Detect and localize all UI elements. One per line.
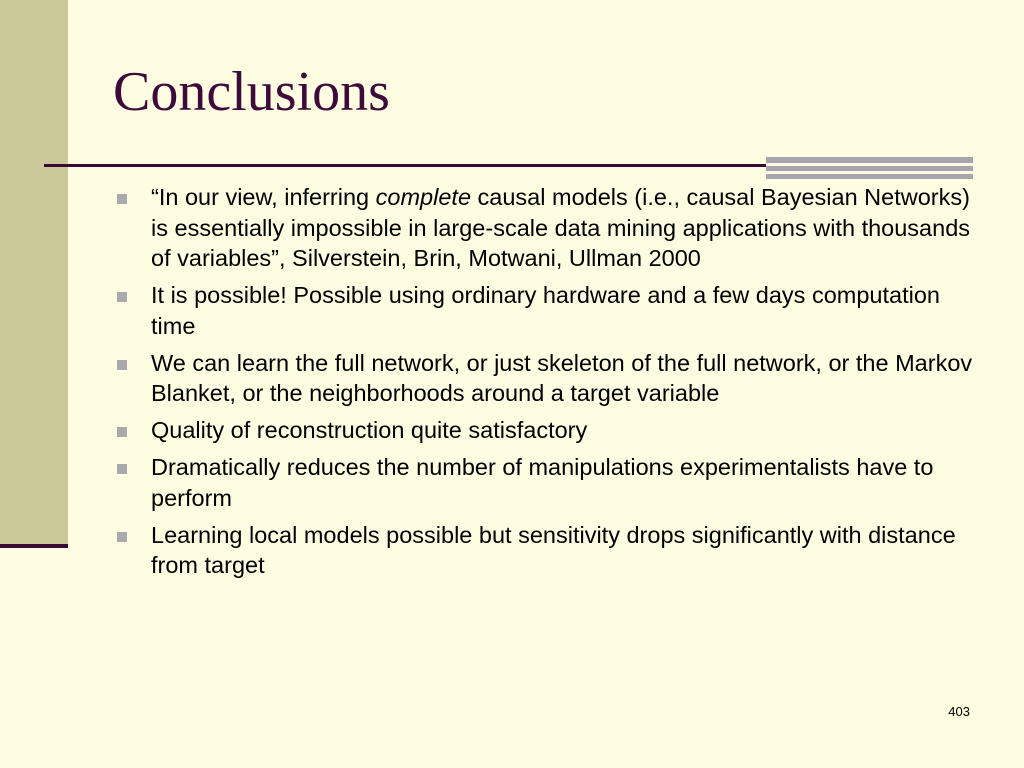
gray-bar — [766, 166, 973, 171]
bullet-text: It is possible! Possible using ordinary hardware and a few days computation time — [151, 282, 940, 339]
square-bullet-icon — [117, 194, 127, 204]
list-item — [113, 452, 973, 513]
bullet-text: We can learn the full network, or just skeleton of the full network, or the Markov Blanket, or the neighborhoods around a target variable — [151, 349, 973, 406]
list-item — [113, 182, 973, 274]
list-item — [113, 348, 973, 409]
emphasized-word: complete — [375, 184, 472, 210]
quote-text-end: causal models (i.e., causal Bayesian Networks) is essentially impossible in large-scale data mining applications with thousands of variables”, Silverstein, Brin, Motwani, Ullman 2000 — [151, 184, 971, 271]
gray-bar — [766, 174, 973, 179]
bullet-text: Learning local models possible but sensitivity drops significantly with distance from target — [151, 521, 956, 578]
title-divider-line — [44, 164, 766, 167]
square-bullet-icon — [117, 360, 127, 370]
left-band-underline — [0, 544, 68, 548]
square-bullet-icon — [117, 532, 127, 542]
page-number: 403 — [948, 704, 970, 719]
square-bullet-icon — [117, 292, 127, 302]
list-item — [113, 415, 973, 446]
decorative-gray-bars — [766, 157, 973, 180]
slide-title: Conclusions — [113, 61, 390, 123]
bullet-text: Quality of reconstruction quite satisfactory — [151, 417, 588, 443]
list-item — [113, 280, 973, 341]
left-decorative-band — [0, 0, 68, 547]
quote-text-start: “In our view, inferring — [151, 184, 376, 210]
gray-bar — [766, 157, 973, 163]
list-item — [113, 520, 973, 581]
square-bullet-icon — [117, 427, 127, 437]
square-bullet-icon — [117, 464, 127, 474]
bullet-text: Dramatically reduces the number of manipulations experimentalists have to perform — [151, 454, 934, 511]
bullet-list — [113, 182, 973, 587]
